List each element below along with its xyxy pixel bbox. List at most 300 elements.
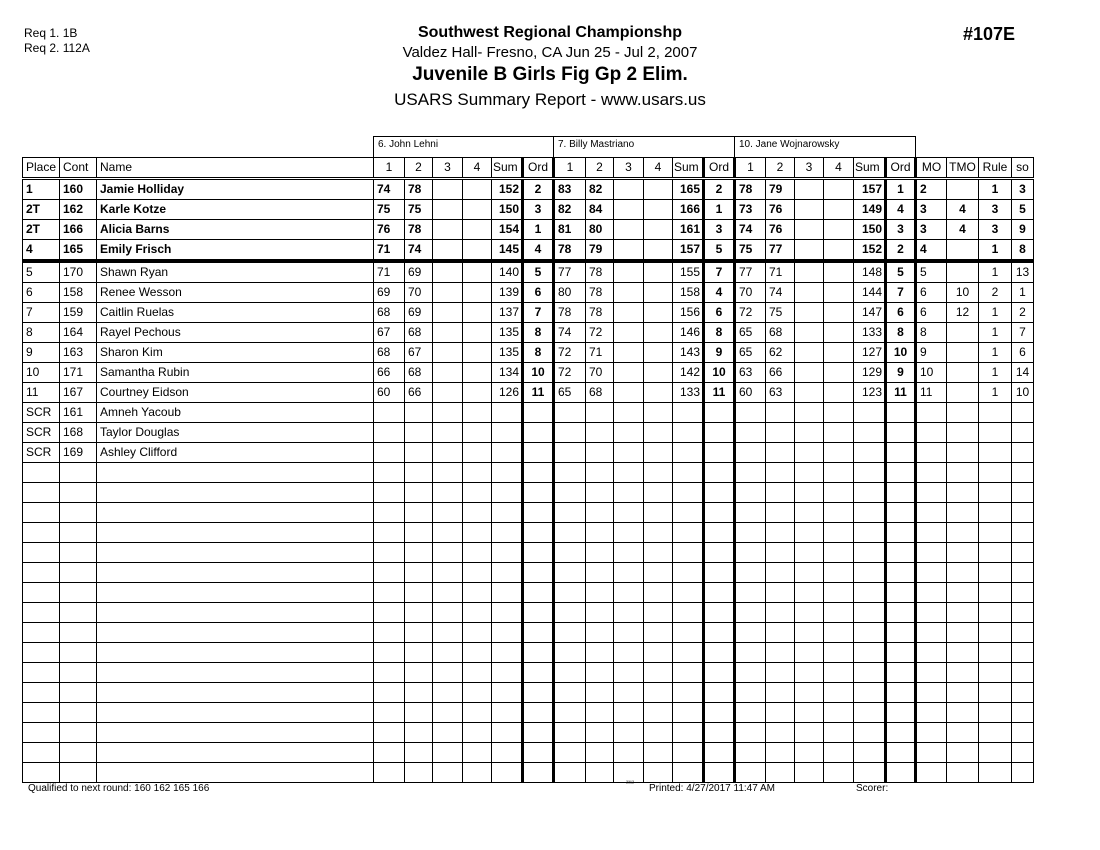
judge-1-score-2: 74 <box>405 240 433 262</box>
place-cell: SCR <box>23 403 60 423</box>
table-row <box>23 179 1034 200</box>
judge-3-score-2 <box>766 663 795 683</box>
judge-2-score-1 <box>554 503 586 523</box>
judge-1-ordinal: 7 <box>523 303 554 323</box>
judge-1-score-2 <box>405 683 433 703</box>
judge-2-score-1 <box>554 743 586 763</box>
header-sum: Sum <box>673 158 704 179</box>
judge-2-score-4 <box>644 283 673 303</box>
judge-2-score-4 <box>644 623 673 643</box>
judge-3-score-4 <box>824 763 854 783</box>
judge-3-score-1 <box>735 403 766 423</box>
judge-3-score-3 <box>795 423 824 443</box>
rule-cell: 1 <box>979 383 1012 403</box>
header-rule: Rule <box>979 158 1012 179</box>
judge-1-ordinal: 2 <box>523 179 554 200</box>
judge-1-score-2 <box>405 403 433 423</box>
judge-2-score-3 <box>614 423 644 443</box>
header-place: Place <box>23 158 60 179</box>
judge-2-ordinal <box>704 503 735 523</box>
judge-3-score-2: 71 <box>766 261 795 283</box>
judge-3-score-1: 70 <box>735 283 766 303</box>
judge-1-ordinal <box>523 523 554 543</box>
judge-1-score-2 <box>405 643 433 663</box>
judge-1-score-2 <box>405 483 433 503</box>
judge-3-score-4 <box>824 303 854 323</box>
judge-2-score-2 <box>586 683 614 703</box>
judge-1-score-2: 69 <box>405 261 433 283</box>
judge-1-ordinal <box>523 683 554 703</box>
judge-2-ordinal: 1 <box>704 200 735 220</box>
judge-2-score-1 <box>554 403 586 423</box>
judge-1-score-1: 60 <box>374 383 405 403</box>
judge-1-sum <box>492 703 523 723</box>
tmo-cell <box>947 443 979 463</box>
judge-3-ordinal <box>886 463 916 483</box>
contestant-number-cell: 167 <box>60 383 97 403</box>
skater-name-cell: Courtney Eidson <box>97 383 374 403</box>
judge-2-sum: 157 <box>673 240 704 262</box>
place-cell: 4 <box>23 240 60 262</box>
judge-2-sum <box>673 643 704 663</box>
judge-1-score-1 <box>374 463 405 483</box>
judge-1-score-3 <box>433 483 463 503</box>
judge-1-score-2 <box>405 543 433 563</box>
table-row <box>23 443 1034 463</box>
judge-1-score-2 <box>405 563 433 583</box>
judge-3-score-1 <box>735 583 766 603</box>
judge-3-score-4 <box>824 423 854 443</box>
judge-2-score-1: 78 <box>554 240 586 262</box>
contestant-number-cell: 165 <box>60 240 97 262</box>
rule-cell <box>979 603 1012 623</box>
judge-3-score-3 <box>795 563 824 583</box>
judge-2-score-3 <box>614 240 644 262</box>
empty-row <box>23 563 1034 583</box>
judge-1-sum: 152 <box>492 179 523 200</box>
mo-cell <box>916 483 947 503</box>
judge-3-ordinal <box>886 743 916 763</box>
judge-2-sum <box>673 763 704 783</box>
judge-1-sum: 137 <box>492 303 523 323</box>
judge-2-sum: 158 <box>673 283 704 303</box>
judge-2-score-4 <box>644 763 673 783</box>
judge-3-sum <box>854 683 886 703</box>
judge-3-score-1 <box>735 743 766 763</box>
judge-2-score-4 <box>644 543 673 563</box>
judge-1-score-1: 75 <box>374 200 405 220</box>
judge-1-score-3 <box>433 323 463 343</box>
judge-3-ordinal: 5 <box>886 261 916 283</box>
judge-1-score-1: 66 <box>374 363 405 383</box>
judge-1-score-4 <box>463 363 492 383</box>
judge-2-score-3 <box>614 743 644 763</box>
judge-3-score-1 <box>735 723 766 743</box>
judge-1-sum <box>492 443 523 463</box>
judge-1-sum: 134 <box>492 363 523 383</box>
judge-2-score-1 <box>554 463 586 483</box>
judge-3-ordinal <box>886 423 916 443</box>
judge-2-ordinal: 5 <box>704 240 735 262</box>
judge-2-score-1 <box>554 583 586 603</box>
judge-2-ordinal: 10 <box>704 363 735 383</box>
mo-cell <box>916 563 947 583</box>
judge-3-ordinal <box>886 443 916 463</box>
tmo-cell <box>947 403 979 423</box>
contestant-number-cell: 163 <box>60 343 97 363</box>
requirement-1: Req 1. 1B <box>24 26 78 40</box>
judge-1-score-4 <box>463 583 492 603</box>
judge-1-header: 6. John Lehni <box>373 136 554 157</box>
judge-2-score-1 <box>554 563 586 583</box>
judge-3-score-2: 77 <box>766 240 795 262</box>
place-cell: SCR <box>23 443 60 463</box>
judge-2-score-2 <box>586 763 614 783</box>
header-ord: Ord <box>523 158 554 179</box>
contestant-number-cell: 160 <box>60 179 97 200</box>
judge-1-ordinal: 4 <box>523 240 554 262</box>
judge-1-sum: 150 <box>492 200 523 220</box>
judge-3-sum <box>854 623 886 643</box>
judge-3-score-2: 66 <box>766 363 795 383</box>
judge-1-sum <box>492 683 523 703</box>
judge-2-score-4 <box>644 563 673 583</box>
judge-3-score-2 <box>766 403 795 423</box>
tmo-cell <box>947 343 979 363</box>
judge-2-score-4 <box>644 603 673 623</box>
empty-row <box>23 483 1034 503</box>
judge-1-score-2 <box>405 603 433 623</box>
judge-1-score-1 <box>374 623 405 643</box>
judge-3-ordinal <box>886 723 916 743</box>
skater-name-cell: Amneh Yacoub <box>97 403 374 423</box>
judge-2-ordinal <box>704 623 735 643</box>
skater-name-cell <box>97 643 374 663</box>
contestant-number-cell: 158 <box>60 283 97 303</box>
so-cell: 9 <box>1012 220 1034 240</box>
so-cell <box>1012 543 1034 563</box>
table-row <box>23 423 1034 443</box>
contestant-number-cell <box>60 623 97 643</box>
judge-3-score-2: 68 <box>766 323 795 343</box>
judge-1-ordinal <box>523 443 554 463</box>
judge-2-score-2: 78 <box>586 283 614 303</box>
judge-2-ordinal <box>704 423 735 443</box>
judge-3-score-4 <box>824 563 854 583</box>
judge-1-score-4 <box>463 179 492 200</box>
judge-1-score-4 <box>463 483 492 503</box>
tmo-cell: 10 <box>947 283 979 303</box>
judge-1-score-1 <box>374 603 405 623</box>
judge-2-score-3 <box>614 220 644 240</box>
contestant-number-cell <box>60 643 97 663</box>
judge-3-score-4 <box>824 283 854 303</box>
judge-3-score-2: 75 <box>766 303 795 323</box>
tmo-cell <box>947 261 979 283</box>
mo-cell <box>916 663 947 683</box>
judge-3-sum <box>854 523 886 543</box>
mo-cell: 11 <box>916 383 947 403</box>
judge-3-ordinal: 3 <box>886 220 916 240</box>
place-cell <box>23 543 60 563</box>
judge-2-score-4 <box>644 743 673 763</box>
judge-3-ordinal: 10 <box>886 343 916 363</box>
judge-1-sum <box>492 483 523 503</box>
judge-1-sum <box>492 403 523 423</box>
header-score-1: 1 <box>735 158 766 179</box>
judge-3-score-1 <box>735 563 766 583</box>
judge-1-score-3 <box>433 703 463 723</box>
judge-1-sum <box>492 623 523 643</box>
judge-1-score-4 <box>463 503 492 523</box>
judge-3-score-3 <box>795 403 824 423</box>
tmo-cell <box>947 363 979 383</box>
judge-1-score-2: 68 <box>405 363 433 383</box>
judge-2-score-3 <box>614 663 644 683</box>
judge-1-ordinal: 11 <box>523 383 554 403</box>
mo-cell: 8 <box>916 323 947 343</box>
judge-2-sum <box>673 663 704 683</box>
skater-name-cell: Alicia Barns <box>97 220 374 240</box>
judge-2-sum <box>673 483 704 503</box>
so-cell <box>1012 743 1034 763</box>
judge-2-ordinal <box>704 543 735 563</box>
judge-2-header: 7. Billy Mastriano <box>553 136 735 157</box>
judge-1-score-1: 67 <box>374 323 405 343</box>
judge-3-ordinal <box>886 483 916 503</box>
judge-2-score-1 <box>554 763 586 783</box>
empty-row <box>23 723 1034 743</box>
empty-row <box>23 463 1034 483</box>
judge-1-score-2: 69 <box>405 303 433 323</box>
judge-1-score-3 <box>433 220 463 240</box>
judge-2-score-2: 71 <box>586 343 614 363</box>
judge-1-score-4 <box>463 603 492 623</box>
place-cell <box>23 603 60 623</box>
so-cell: 10 <box>1012 383 1034 403</box>
judge-2-score-2: 78 <box>586 261 614 283</box>
tmo-cell <box>947 179 979 200</box>
judge-2-score-2 <box>586 463 614 483</box>
skater-name-cell <box>97 583 374 603</box>
judge-1-ordinal <box>523 583 554 603</box>
judge-1-score-3 <box>433 723 463 743</box>
judge-3-score-4 <box>824 743 854 763</box>
judge-2-sum <box>673 723 704 743</box>
judge-3-sum <box>854 563 886 583</box>
judge-3-sum: 144 <box>854 283 886 303</box>
judge-2-sum <box>673 683 704 703</box>
judge-1-ordinal: 10 <box>523 363 554 383</box>
contestant-number-cell <box>60 663 97 683</box>
tmo-cell <box>947 703 979 723</box>
judge-3-ordinal: 6 <box>886 303 916 323</box>
judge-2-score-2 <box>586 503 614 523</box>
judge-1-score-4 <box>463 261 492 283</box>
judge-3-score-2 <box>766 543 795 563</box>
judge-1-sum: 139 <box>492 283 523 303</box>
skater-name-cell <box>97 483 374 503</box>
judge-3-ordinal <box>886 563 916 583</box>
judge-3-score-1: 65 <box>735 323 766 343</box>
judge-2-score-4 <box>644 703 673 723</box>
judge-3-score-3 <box>795 343 824 363</box>
judge-3-score-4 <box>824 483 854 503</box>
contestant-number-cell: 171 <box>60 363 97 383</box>
skater-name-cell <box>97 743 374 763</box>
event-title: Juvenile B Girls Fig Gp 2 Elim. <box>412 64 688 85</box>
judge-1-score-1 <box>374 523 405 543</box>
judge-1-score-2 <box>405 423 433 443</box>
judge-2-score-1 <box>554 483 586 503</box>
mo-cell: 9 <box>916 343 947 363</box>
rule-cell <box>979 683 1012 703</box>
empty-row <box>23 583 1034 603</box>
empty-row <box>23 703 1034 723</box>
judge-1-score-1: 71 <box>374 261 405 283</box>
judge-2-ordinal <box>704 723 735 743</box>
judge-2-sum <box>673 703 704 723</box>
skater-name-cell <box>97 683 374 703</box>
tmo-cell <box>947 323 979 343</box>
judge-1-sum: 140 <box>492 261 523 283</box>
judge-2-score-4 <box>644 683 673 703</box>
tmo-cell: 12 <box>947 303 979 323</box>
mo-cell <box>916 403 947 423</box>
judge-1-score-2 <box>405 663 433 683</box>
judge-3-score-4 <box>824 261 854 283</box>
place-cell: 10 <box>23 363 60 383</box>
judge-1-score-1 <box>374 703 405 723</box>
judge-3-score-2 <box>766 503 795 523</box>
mo-cell <box>916 503 947 523</box>
judge-3-score-1 <box>735 503 766 523</box>
contestant-number-cell <box>60 483 97 503</box>
mo-cell <box>916 643 947 663</box>
judge-3-sum: 133 <box>854 323 886 343</box>
judge-1-score-4 <box>463 283 492 303</box>
judge-2-score-4 <box>644 303 673 323</box>
empty-row <box>23 523 1034 543</box>
judge-1-score-3 <box>433 463 463 483</box>
judge-1-score-1 <box>374 743 405 763</box>
judge-1-score-3 <box>433 583 463 603</box>
judge-2-score-3 <box>614 543 644 563</box>
judge-1-sum <box>492 603 523 623</box>
judge-3-score-4 <box>824 503 854 523</box>
judge-3-sum: 147 <box>854 303 886 323</box>
judge-3-score-1 <box>735 683 766 703</box>
header-score-3: 3 <box>614 158 644 179</box>
header-score-4: 4 <box>824 158 854 179</box>
judge-2-sum <box>673 463 704 483</box>
judge-3-score-3 <box>795 503 824 523</box>
judge-2-score-4 <box>644 240 673 262</box>
tmo-cell <box>947 663 979 683</box>
judge-2-score-2 <box>586 743 614 763</box>
header-ord: Ord <box>886 158 916 179</box>
judge-2-ordinal <box>704 563 735 583</box>
rule-cell: 2 <box>979 283 1012 303</box>
judge-3-score-3 <box>795 200 824 220</box>
mo-cell: 10 <box>916 363 947 383</box>
judge-2-score-2: 68 <box>586 383 614 403</box>
judge-3-sum: 152 <box>854 240 886 262</box>
place-cell: SCR <box>23 423 60 443</box>
judge-2-score-3 <box>614 343 644 363</box>
judge-1-score-3 <box>433 179 463 200</box>
place-cell <box>23 463 60 483</box>
judge-1-score-4 <box>463 343 492 363</box>
requirement-2: Req 2. 112A <box>24 41 90 55</box>
judge-2-score-4 <box>644 343 673 363</box>
contestant-number-cell <box>60 463 97 483</box>
judge-2-ordinal <box>704 603 735 623</box>
judge-1-score-1 <box>374 443 405 463</box>
tmo-cell <box>947 763 979 783</box>
judge-2-sum: 142 <box>673 363 704 383</box>
judge-3-score-1 <box>735 603 766 623</box>
judge-3-score-1 <box>735 763 766 783</box>
judge-1-score-2 <box>405 503 433 523</box>
judge-2-score-3 <box>614 403 644 423</box>
judge-3-score-3 <box>795 603 824 623</box>
judge-2-score-2: 79 <box>586 240 614 262</box>
empty-row <box>23 543 1034 563</box>
header-ord: Ord <box>704 158 735 179</box>
judge-1-score-4 <box>463 403 492 423</box>
judge-3-score-1 <box>735 663 766 683</box>
judge-2-ordinal <box>704 763 735 783</box>
judge-1-score-1 <box>374 563 405 583</box>
contestant-number-cell <box>60 563 97 583</box>
table-row <box>23 343 1034 363</box>
judge-3-score-3 <box>795 443 824 463</box>
judge-2-score-4 <box>644 363 673 383</box>
judge-1-score-2 <box>405 523 433 543</box>
skater-name-cell: Caitlin Ruelas <box>97 303 374 323</box>
judge-2-score-3 <box>614 483 644 503</box>
judge-2-sum <box>673 743 704 763</box>
so-cell <box>1012 563 1034 583</box>
judge-2-score-1: 81 <box>554 220 586 240</box>
place-cell <box>23 623 60 643</box>
rule-cell: 3 <box>979 220 1012 240</box>
judge-1-score-4 <box>463 423 492 443</box>
judge-1-ordinal: 8 <box>523 323 554 343</box>
judge-2-score-2 <box>586 563 614 583</box>
judge-1-score-4 <box>463 463 492 483</box>
mo-cell <box>916 423 947 443</box>
judge-3-score-4 <box>824 523 854 543</box>
judge-1-score-3 <box>433 543 463 563</box>
judge-1-ordinal <box>523 743 554 763</box>
empty-row <box>23 503 1034 523</box>
table-row <box>23 220 1034 240</box>
tmo-cell <box>947 383 979 403</box>
judge-2-score-3 <box>614 200 644 220</box>
judge-3-score-1: 78 <box>735 179 766 200</box>
mo-cell <box>916 723 947 743</box>
place-cell <box>23 703 60 723</box>
judge-2-score-1: 65 <box>554 383 586 403</box>
mo-cell <box>916 683 947 703</box>
judge-1-ordinal <box>523 623 554 643</box>
judge-3-sum: 123 <box>854 383 886 403</box>
judge-1-score-4 <box>463 323 492 343</box>
judge-1-score-1 <box>374 483 405 503</box>
judge-1-score-1 <box>374 763 405 783</box>
